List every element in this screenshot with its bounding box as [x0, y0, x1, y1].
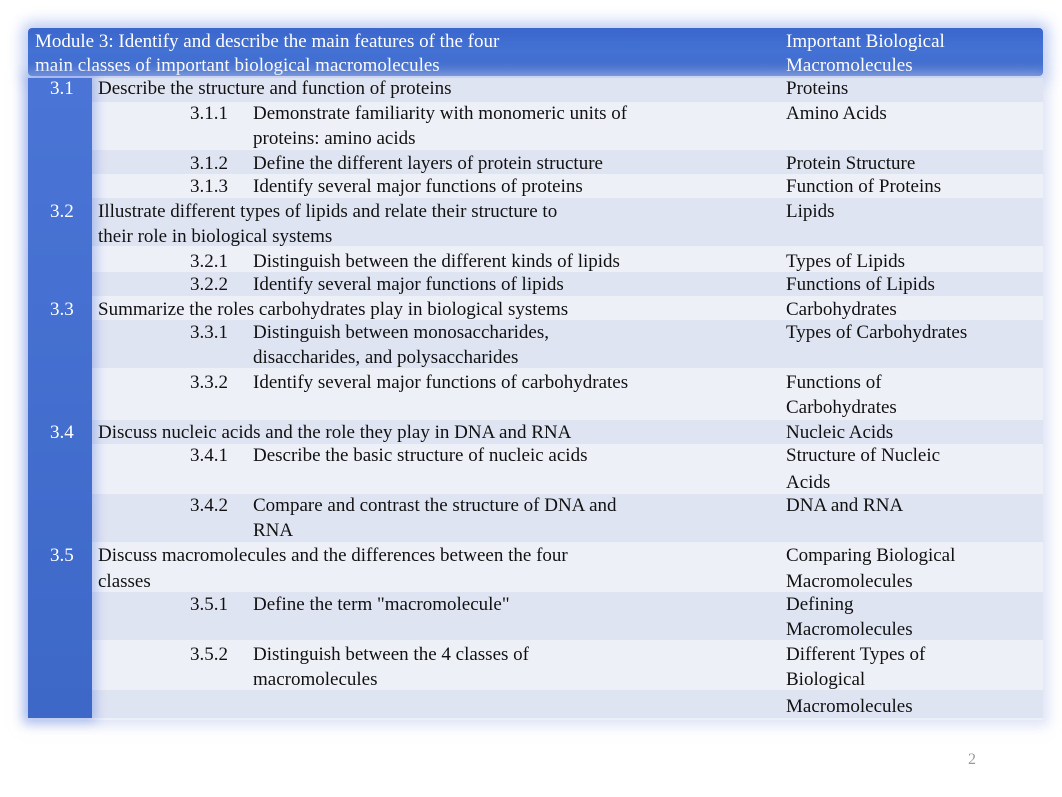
module-title-line-2: main classes of important biological macromolecules	[35, 55, 440, 76]
row-number: 3.1.3	[190, 176, 228, 197]
row-objective-cont: proteins: amino acids	[253, 128, 416, 149]
row-objective-cont: their role in biological systems	[98, 226, 333, 247]
row-objective-cont: RNA	[253, 520, 294, 541]
row-topic: Comparing Biological	[786, 545, 956, 566]
module-title-line-1: Module 3: Identify and describe the main features of the four	[35, 31, 500, 52]
row-objective: Identify several major functions of carbohydrates	[253, 372, 629, 393]
row-topic: Defining	[786, 594, 854, 615]
row-number: 3.4.2	[190, 495, 228, 516]
row-objective: Summarize the roles carbohydrates play in biological systems	[98, 299, 569, 320]
row-topic: Types of Lipids	[786, 251, 905, 272]
row-objective: Demonstrate familiarity with monomeric units of	[253, 103, 628, 124]
topic-header-line-2: Macromolecules	[786, 55, 913, 76]
row-number: 3.1.1	[190, 103, 228, 124]
row-number: 3.5	[50, 545, 74, 566]
row-objective: Illustrate different types of lipids and relate their structure to	[98, 201, 558, 222]
row-objective: Distinguish between monosaccharides,	[253, 322, 550, 343]
row-number: 3.3	[50, 299, 74, 320]
row-number: 3.1	[50, 78, 74, 99]
row-objective: Compare and contrast the structure of DNA and	[253, 495, 617, 516]
row-topic: Different Types of	[786, 644, 926, 665]
row-topic-cont: Carbohydrates	[786, 397, 897, 418]
row-topic: Functions of Lipids	[786, 274, 935, 295]
row-number: 3.5.1	[190, 594, 228, 615]
left-accent-strip	[28, 78, 92, 718]
row-objective: Identify several major functions of proteins	[253, 176, 583, 197]
topic-header-line-1: Important Biological	[786, 31, 945, 52]
row-topic: Types of Carbohydrates	[786, 322, 968, 343]
row-topic-cont: Acids	[786, 472, 831, 493]
row-objective-cont: classes	[98, 571, 151, 592]
row-topic: DNA and RNA	[786, 495, 904, 516]
row-topic: Protein Structure	[786, 153, 916, 174]
row-objective: Define the different layers of protein structure	[253, 153, 603, 174]
row-objective: Describe the basic structure of nucleic acids	[253, 445, 588, 466]
row-topic-cont: Macromolecules	[786, 571, 913, 592]
row-objective: Describe the structure and function of proteins	[98, 78, 452, 99]
row-topic-cont: Macromolecules	[786, 696, 913, 717]
row-topic-cont: Macromolecules	[786, 619, 913, 640]
row-topic-cont: Biological	[786, 669, 866, 690]
row-number: 3.3.2	[190, 372, 228, 393]
row-objective: Define the term "macromolecule"	[253, 594, 510, 615]
row-topic: Proteins	[786, 78, 849, 99]
row-objective: Distinguish between the different kinds of lipids	[253, 251, 620, 272]
row-objective: Discuss macromolecules and the differences between the four	[98, 545, 568, 566]
row-number: 3.5.2	[190, 644, 228, 665]
row-objective-cont: macromolecules	[253, 669, 378, 690]
row-objective: Discuss nucleic acids and the role they play in DNA and RNA	[98, 422, 572, 443]
row-topic: Amino Acids	[786, 103, 887, 124]
row-number: 3.2.1	[190, 251, 228, 272]
row-objective-cont: disaccharides, and polysaccharides	[253, 347, 519, 368]
row-number: 3.4.1	[190, 445, 228, 466]
row-topic: Function of Proteins	[786, 176, 942, 197]
row-topic: Carbohydrates	[786, 299, 897, 320]
row-number: 3.4	[50, 422, 74, 443]
page-number: 2	[968, 751, 976, 768]
row-number: 3.3.1	[190, 322, 228, 343]
row-topic: Structure of Nucleic	[786, 445, 941, 466]
row-number: 3.1.2	[190, 153, 228, 174]
row-number: 3.2	[50, 201, 74, 222]
row-topic: Lipids	[786, 201, 835, 222]
row-number: 3.2.2	[190, 274, 228, 295]
row-topic: Functions of	[786, 372, 882, 393]
row-objective: Distinguish between the 4 classes of	[253, 644, 529, 665]
row-topic: Nucleic Acids	[786, 422, 894, 443]
row-objective: Identify several major functions of lipids	[253, 274, 564, 295]
